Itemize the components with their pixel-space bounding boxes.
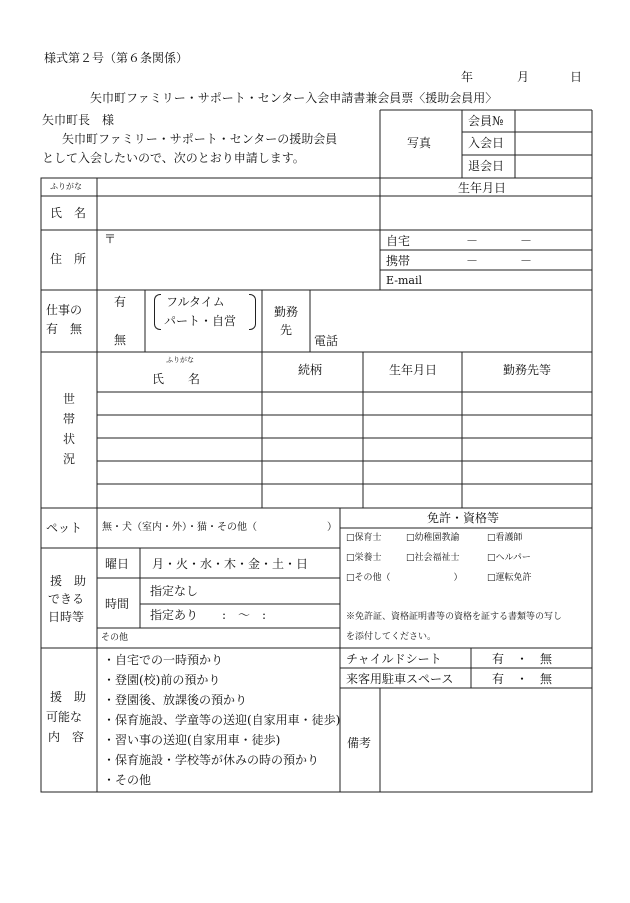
availability-other-label: その他	[101, 633, 129, 643]
support-label-3: 内 容	[48, 730, 85, 744]
time-specified: 指定あり : 〜 :	[150, 608, 267, 622]
furigana-label: ふりがな	[50, 182, 82, 191]
weekday-options: 月・火・水・木・金・土・日	[152, 557, 309, 571]
date-day-label: 日	[570, 70, 583, 84]
email-label: E-mail	[386, 274, 422, 287]
license-note-line-1: ※免許証、資格証明書等の資格を証する書類等の写し	[346, 612, 563, 622]
support-item-5: ・習い事の送迎(自家用車・徒歩)	[103, 733, 281, 747]
license-nursery-teacher: □保育士	[346, 533, 382, 543]
household-name-header: 氏 名	[152, 372, 201, 386]
household-label-4: 況	[63, 452, 76, 466]
form-number: 様式第２号（第６条関係）	[44, 51, 189, 65]
support-item-3: ・登園後、放課後の預かり	[103, 693, 248, 707]
license-other: □その他（ ）	[346, 573, 463, 583]
support-label-2: 可能な	[46, 710, 83, 724]
household-birthdate-header: 生年月日	[389, 363, 438, 377]
home-phone-label: 自宅	[386, 234, 411, 248]
household-label-2: 帯	[63, 412, 76, 426]
form-title: 矢巾町ファミリー・サポート・センター入会申請書兼会員票〈援助会員用〉	[90, 91, 498, 105]
weekday-label: 曜日	[105, 557, 130, 571]
home-phone-dash-1: －	[466, 234, 479, 248]
work-label-line-1: 仕事の	[46, 303, 83, 317]
household-furigana-label: ふりがな	[166, 356, 194, 364]
work-no: 無	[114, 333, 127, 347]
availability-label-2: できる	[48, 592, 85, 606]
license-helper: □ヘルパー	[487, 553, 531, 563]
member-no-label: 会員№	[468, 114, 504, 128]
remarks-label: 備考	[347, 736, 372, 750]
workplace-phone-label: 電話	[314, 334, 339, 348]
workplace-label-line-2: 先	[280, 323, 293, 337]
parking-label: 来客用駐車スペース	[346, 672, 454, 686]
household-relation-header: 続柄	[298, 363, 323, 377]
support-item-1: ・自宅での一時預かり	[103, 653, 224, 667]
date-month-label: 月	[517, 70, 530, 84]
work-type-left-paren	[154, 294, 161, 330]
availability-label-3: 日時等	[48, 610, 85, 624]
parking-options: 有 ・ 無	[492, 672, 553, 686]
work-fulltime: フルタイム	[166, 295, 225, 309]
support-item-7: ・その他	[103, 773, 152, 787]
household-label-3: 状	[63, 432, 76, 446]
license-dietitian: □栄養士	[346, 553, 382, 563]
household-label-1: 世	[63, 392, 76, 406]
child-seat-label: チャイルドシート	[346, 652, 442, 666]
workplace-label-line-1: 勤務	[274, 305, 299, 319]
work-label-line-2: 有 無	[46, 322, 83, 336]
addressee: 矢巾町長 様	[42, 113, 115, 127]
intro-line-1: 矢巾町ファミリー・サポート・センターの援助会員	[62, 132, 338, 146]
join-date-label: 入会日	[468, 136, 505, 150]
date-year-label: 年	[461, 70, 474, 84]
support-item-4: ・保育施設、学童等の送迎(自家用車・徒歩)	[103, 713, 341, 727]
name-label: 氏 名	[50, 206, 87, 220]
pet-label: ペット	[46, 521, 83, 535]
address-label: 住 所	[50, 252, 87, 266]
intro-line-2: として入会したいので、次のとおり申請します。	[42, 151, 305, 165]
household-workplace-header: 勤務先等	[503, 363, 552, 377]
leave-date-label: 退会日	[468, 159, 505, 173]
license-driver: □運転免許	[487, 573, 532, 583]
support-item-2: ・登園(校)前の預かり	[103, 673, 221, 687]
license-note-line-2: を添付してください。	[346, 632, 437, 642]
license-social-worker: □社会福祉士	[406, 553, 460, 563]
mobile-phone-label: 携帯	[386, 254, 411, 268]
time-label: 時間	[105, 597, 130, 611]
license-nurse: □看護師	[487, 533, 523, 543]
mobile-phone-dash-2: －	[520, 254, 533, 268]
license-kindergarten-teacher: □幼稚園教諭	[406, 533, 460, 543]
child-seat-options: 有 ・ 無	[492, 652, 553, 666]
availability-label-1: 援 助	[50, 574, 87, 588]
birthdate-label: 生年月日	[458, 181, 507, 195]
work-parttime: パート・自営	[164, 314, 237, 328]
home-phone-dash-2: －	[520, 234, 533, 248]
mobile-phone-dash-1: －	[466, 254, 479, 268]
pet-options: 無・犬（室内・外）・猫・その他（ ）	[102, 522, 337, 533]
postal-mark: 〒	[104, 232, 117, 246]
work-yes: 有	[114, 295, 127, 309]
photo-label: 写真	[407, 136, 432, 150]
time-unspecified: 指定なし	[150, 584, 199, 598]
work-type-right-paren	[249, 294, 256, 330]
support-label-1: 援 助	[50, 690, 87, 704]
license-header: 免許・資格等	[427, 511, 500, 525]
support-item-6: ・保育施設・学校等が休みの時の預かり	[103, 753, 320, 767]
